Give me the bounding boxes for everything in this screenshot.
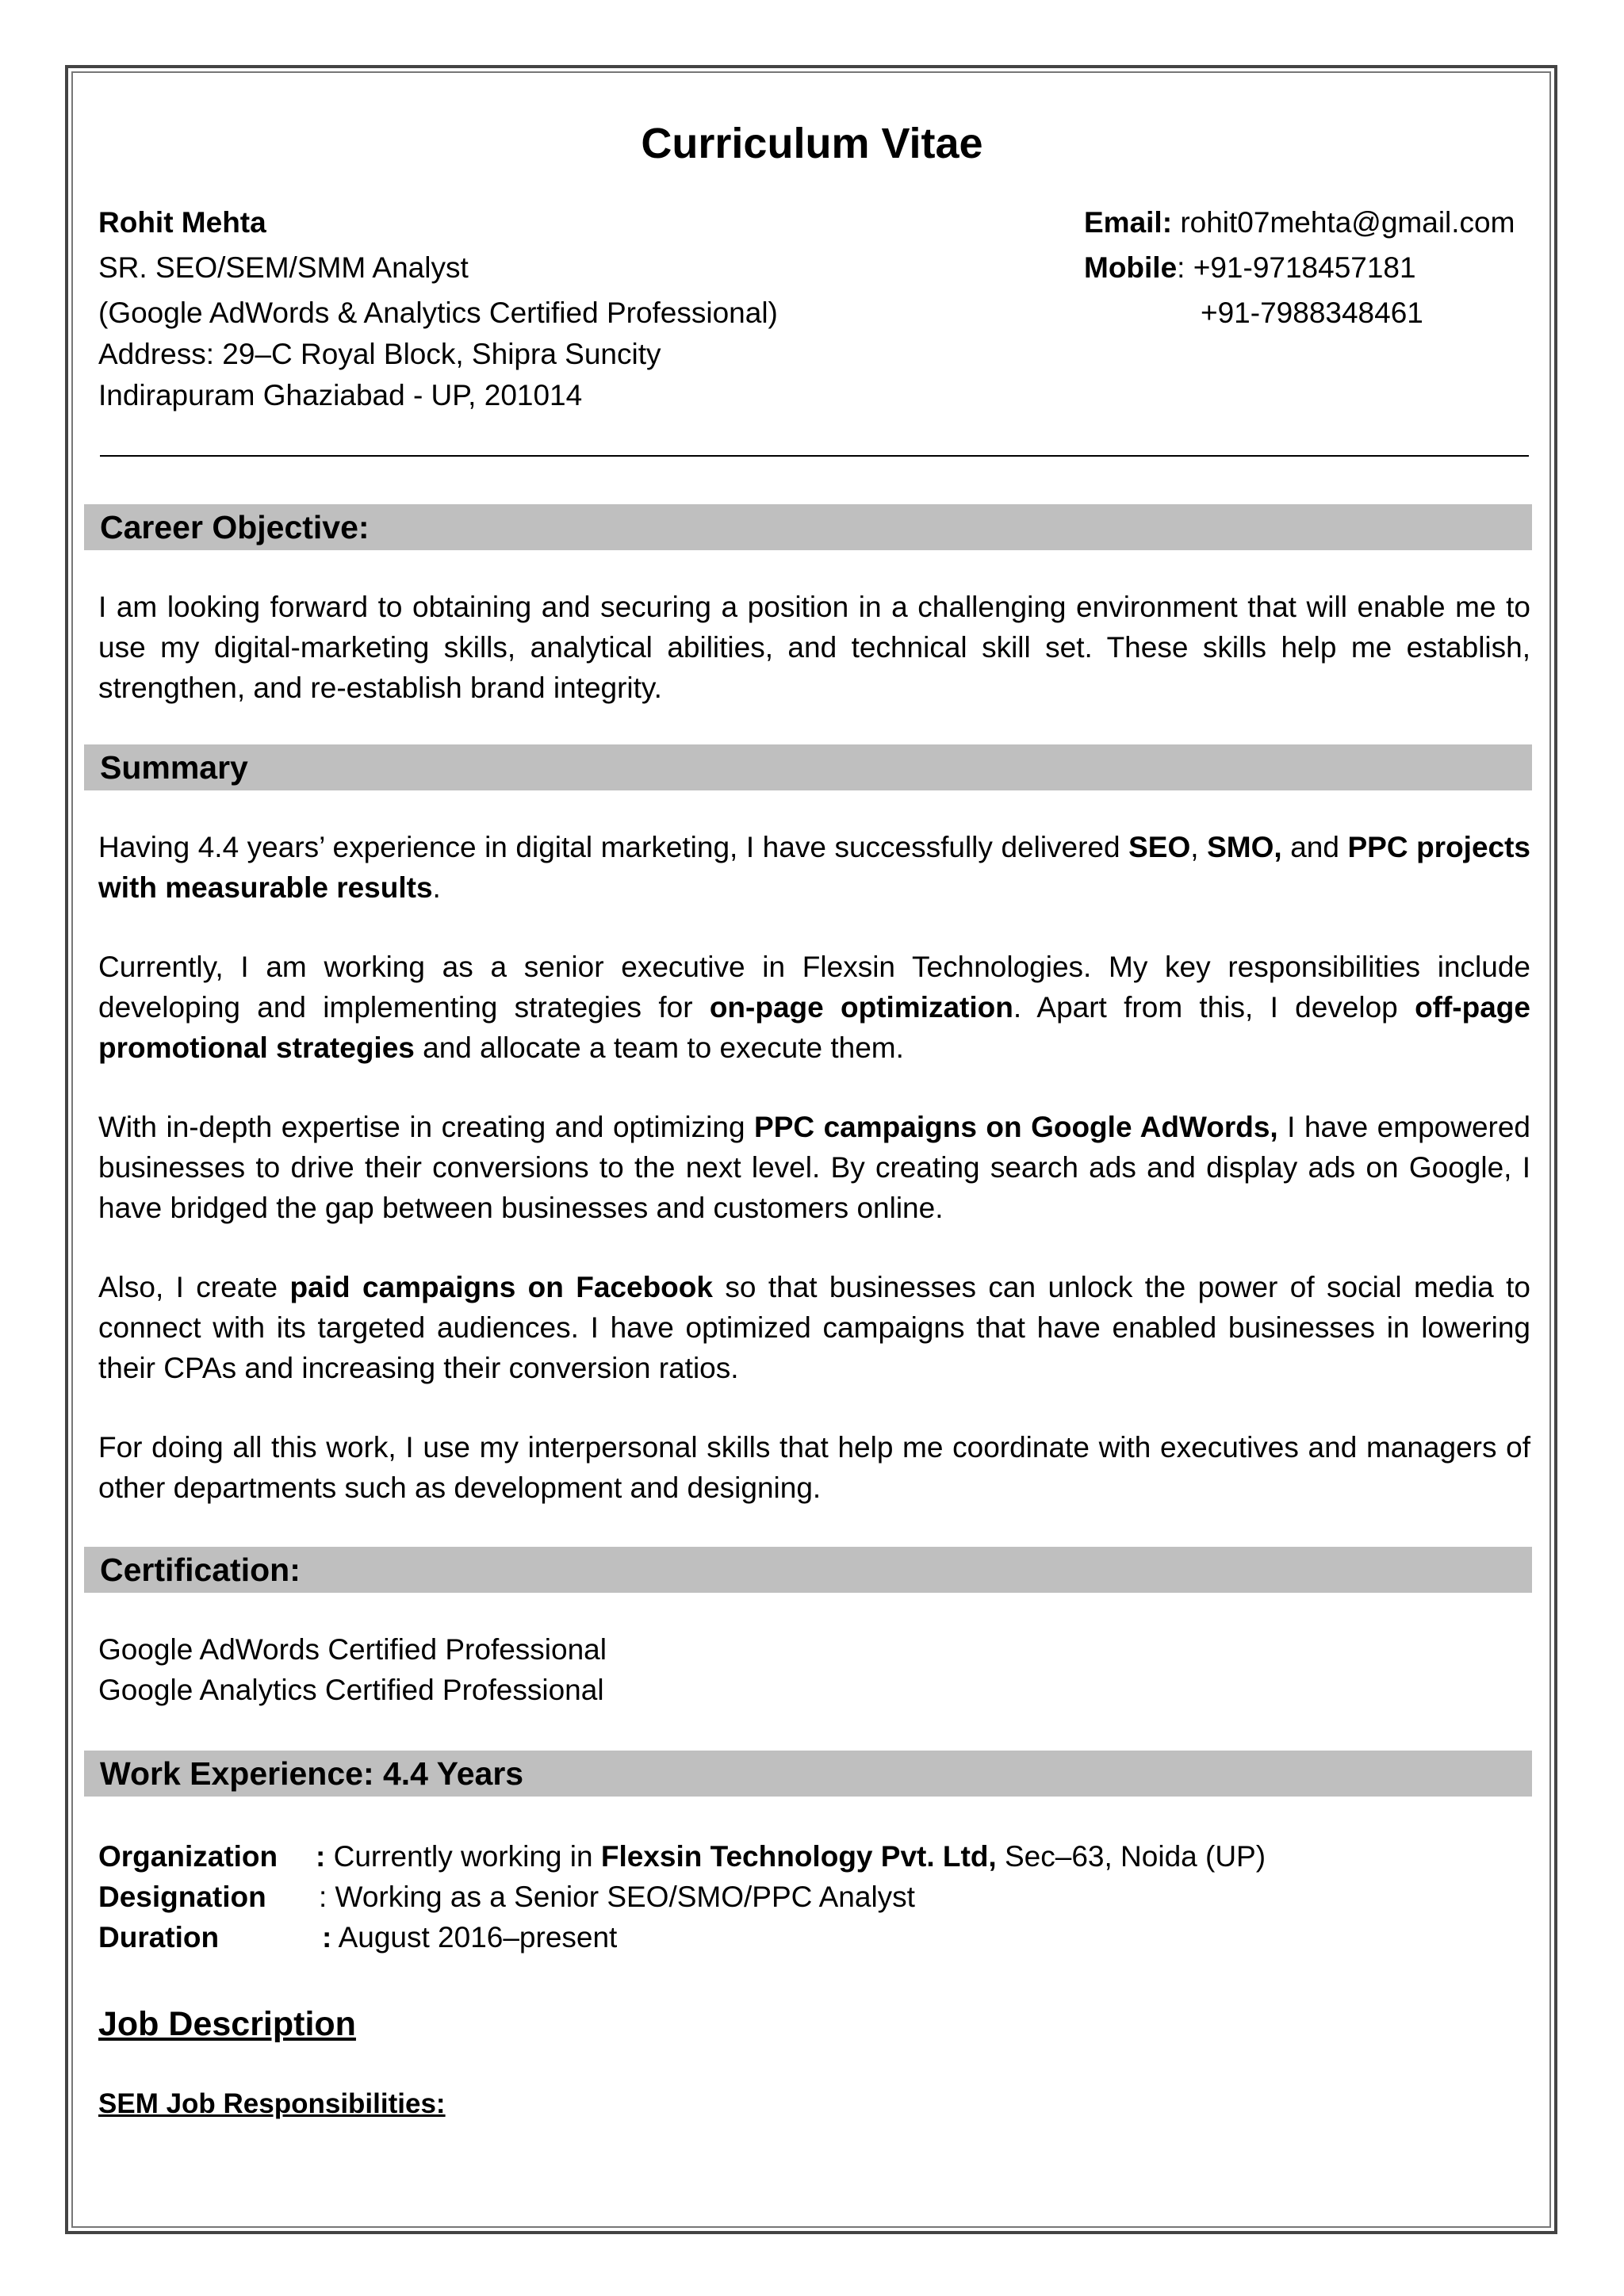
certification-item: Google Analytics Certified Professional [98,1674,604,1706]
certification-heading-text: Certification: [100,1552,301,1588]
sem-responsibilities-heading: SEM Job Responsibilities: [98,2088,446,2119]
duration-value [322,1917,617,1957]
address-line-2: Indirapuram Ghaziabad - UP, 201014 [98,379,583,411]
summary-paragraph-4 [98,1267,1530,1388]
summary-p1-bold-seo: SEO [1128,831,1191,863]
summary-p2-bold: off-page promotional strategies [98,991,1530,1064]
summary-p4-text: Also, I create [98,1271,290,1303]
organization-row [98,1836,278,1877]
summary-p1-text: Having 4.4 years’ experience in digital marketing, I have successfully delivered [98,831,1129,863]
designation-row [98,1877,266,1917]
summary-p3-bold: PPC campaigns on Google AdWords, [754,1111,1278,1143]
designation-label: Designation [98,1881,266,1913]
duration-row [98,1917,219,1957]
email-label: Email: [1084,206,1173,239]
summary-p2-text: and allocate a team to execute them. [414,1031,904,1064]
email-value: rohit07mehta@gmail.com [1180,206,1515,239]
summary-p4-text: so that businesses can unlock the power of social media to connect with its targeted audiences. I have optimized campaigns that have enabled businesses in lowering their CPAs and increasing their conversion ratios. [98,1271,1531,1384]
summary-p1-text: and [1281,831,1348,863]
designation-value: : Working as a Senior SEO/SMO/PPC Analyst [319,1881,915,1913]
summary-p2-text: . Apart from this, I develop [1013,991,1415,1024]
organization-location: Sec–63, Noida (UP) [996,1840,1266,1873]
certification-heading [84,1547,1532,1593]
summary-paragraph-2 [98,947,1530,1068]
candidate-role: SR. SEO/SEM/SMM Analyst [98,251,469,284]
duration-colon: : [322,1921,332,1954]
summary-p4-bold: paid campaigns on Facebook [289,1271,713,1303]
candidate-name: Rohit Mehta [98,206,266,239]
summary-paragraph-1 [98,827,1530,908]
certification-note: (Google AdWords & Analytics Certified Professional) [98,297,778,329]
organization-company: Flexsin Technology Pvt. Ltd, [600,1840,997,1873]
summary-p3-text: I have empowered businesses to drive their conversions to the next level. By creating search ads and display ads on Google, I have bridged the gap between businesses and customers online. [98,1111,1531,1224]
summary-p1-bold-smo: SMO, [1207,831,1282,863]
document-title: Curriculum Vitae [641,120,983,167]
work-experience-heading-text: Work Experience: 4.4 Years [100,1755,524,1792]
duration-label: Duration [98,1921,220,1954]
summary-heading-text: Summary [100,749,248,786]
certification-item: Google AdWords Certified Professional [98,1633,607,1666]
summary-p3-text: With in-depth expertise in creating and optimizing [98,1111,755,1143]
work-experience-heading [84,1751,1532,1797]
mobile-number-1: : +91-9718457181 [1177,251,1416,284]
career-objective-text: I am looking forward to obtaining and securing a position in a challenging environment that will enable me to use my digital-marketing skills, analytical abilities, and technical skill set. These skills help me establish, strengthen, and re-establish brand integrity. [98,591,1530,704]
mobile-label: Mobile [1084,251,1178,284]
career-objective-heading-text: Career Objective: [100,509,370,545]
summary-paragraph-5: For doing all this work, I use my interpersonal skills that help me coordinate with executives and managers of other departments such as development and designing. [98,1431,1530,1504]
mobile-line [1084,248,1416,288]
duration-text: August 2016–present [331,1921,618,1954]
organization-text: Currently working in [325,1840,601,1873]
summary-p1-text: , [1190,831,1208,863]
summary-p2-bold: on-page optimization [709,991,1013,1024]
summary-paragraph-3 [98,1107,1530,1228]
mobile-number-2: +91-7988348461 [1201,297,1423,329]
summary-p1-bold-ppc: PPC projects with measurable results [98,831,1531,904]
address-line-1: Address: 29–C Royal Block, Shipra Suncity [98,338,661,370]
summary-p1-text: . [432,871,441,904]
organization-colon: : [316,1840,326,1873]
email-line [1084,203,1515,243]
summary-heading [84,744,1532,790]
career-objective-heading [84,504,1532,550]
header-divider [100,455,1529,457]
summary-p2-text: Currently, I am working as a senior executive in Flexsin Technologies. My key responsibilities include developing and implementing strategies for [98,951,1530,1024]
job-description-heading: Job Description [98,2005,356,2043]
organization-label: Organization [98,1840,278,1873]
organization-value [316,1836,1266,1877]
